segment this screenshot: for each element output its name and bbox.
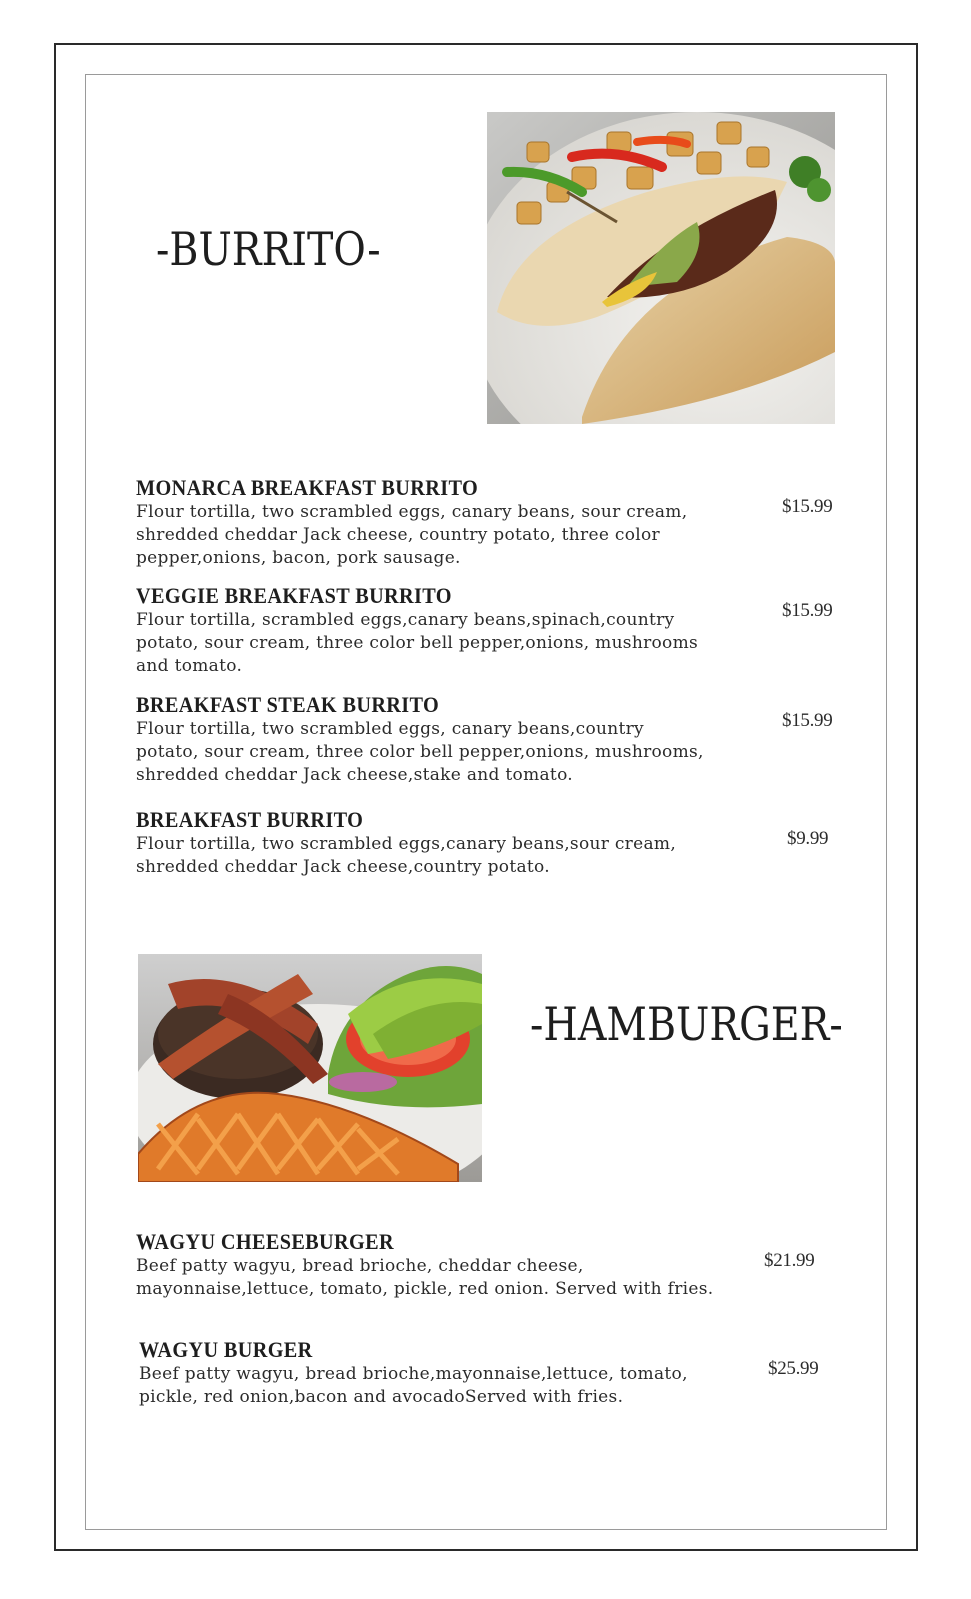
menu-item-monarca-breakfast-burrito xyxy=(136,476,836,570)
item-price: $21.99 xyxy=(764,1250,815,1271)
item-name: VEGGIE BREAKFAST BURRITO xyxy=(136,583,452,608)
item-description: Flour tortilla, scrambled eggs,canary beans,spinach,country potato, sour cream, three color bell pepper,onions, mushrooms and tomato. xyxy=(136,610,699,676)
item-price: $15.99 xyxy=(782,710,833,731)
item-price: $15.99 xyxy=(782,496,833,517)
item-name: WAGYU BURGER xyxy=(139,1337,313,1362)
item-description: Flour tortilla, two scrambled eggs,canary beans,sour cream, shredded cheddar Jack cheese,country potato. xyxy=(136,834,677,877)
item-price: $15.99 xyxy=(782,600,833,621)
item-name: WAGYU CHEESEBURGER xyxy=(136,1229,394,1254)
item-description: Flour tortilla, two scrambled eggs, canary beans,country potato, sour cream, three color bell pepper,onions, mushrooms, shredded cheddar Jack cheese,stake and tomato. xyxy=(136,719,704,785)
item-price: $9.99 xyxy=(787,828,829,849)
item-description: Beef patty wagyu, bread brioche,mayonnaise,lettuce, tomato, pickle, red onion,bacon and avocadoServed with fries. xyxy=(139,1364,688,1407)
burrito-photo xyxy=(487,112,835,424)
menu-item-breakfast-steak-burrito xyxy=(136,693,836,787)
item-name: BREAKFAST BURRITO xyxy=(136,807,364,832)
item-name: BREAKFAST STEAK BURRITO xyxy=(136,692,440,717)
menu-item-veggie-breakfast-burrito xyxy=(136,584,836,678)
menu-item-wagyu-cheeseburger xyxy=(136,1230,836,1301)
hamburger-photo xyxy=(138,954,482,1182)
item-description: Flour tortilla, two scrambled eggs, canary beans, sour cream, shredded cheddar Jack cheese, country potato, three color pepper,onions, bacon, pork sausage. xyxy=(136,502,688,568)
item-name: MONARCA BREAKFAST BURRITO xyxy=(136,475,479,500)
menu-item-breakfast-burrito xyxy=(136,808,836,879)
hamburger-section-title: -HAMBURGER- xyxy=(530,997,843,1051)
item-price: $25.99 xyxy=(768,1358,819,1379)
menu-item-wagyu-burger xyxy=(139,1338,839,1409)
burrito-section-title: -BURRITO- xyxy=(156,222,381,276)
item-description: Beef patty wagyu, bread brioche, cheddar cheese, mayonnaise,lettuce, tomato, pickle, red onion. Served with fries. xyxy=(136,1256,714,1299)
